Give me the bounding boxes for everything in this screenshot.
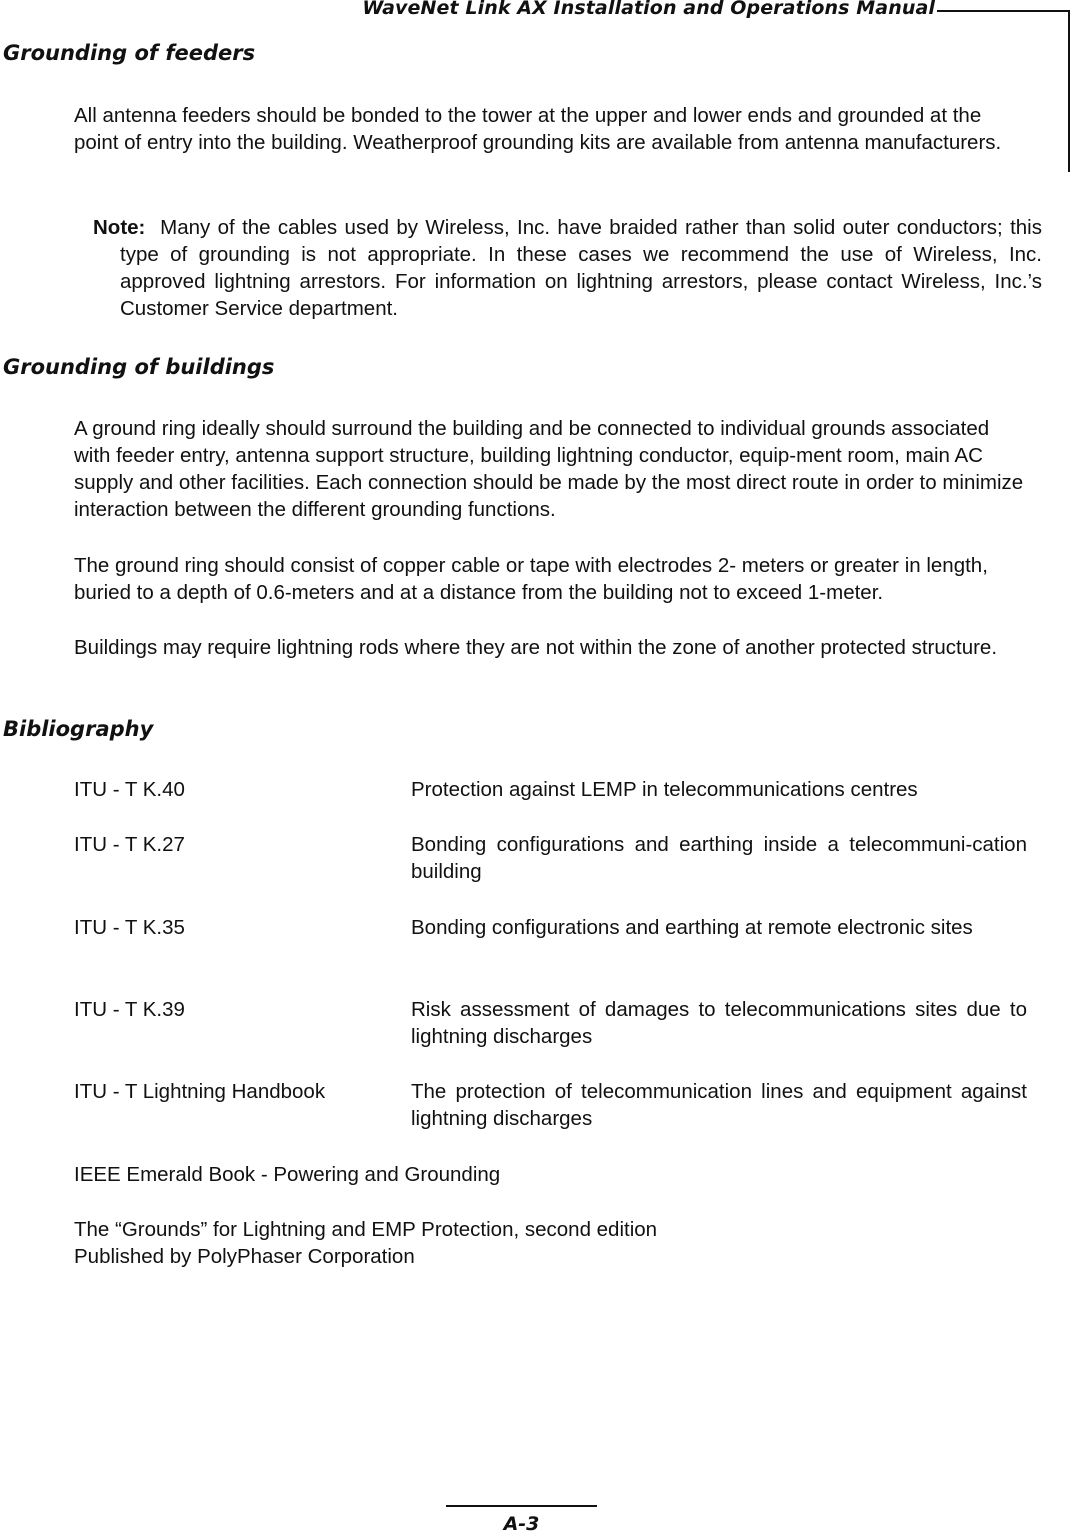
heading-grounding-of-feeders: Grounding of feeders [3,41,256,65]
bibliography-title: Bonding configurations and earthing at remote electronic sites [411,916,973,939]
bibliography-publisher: Published by PolyPhaser Corporation [74,1245,415,1268]
header-rule [937,10,1070,12]
footer-rule [446,1505,597,1507]
bibliography-code: ITU - T K.35 [74,916,185,939]
buildings-paragraph-1: A ground ring ideally should surround the building and be connected to individual grounds associated with feeder entry, antenna support structure, building lightning conductor, equip-ment room, main AC supply and other facilities. Each connection should be made by the most direct route in order to minimize interaction between the different grounding functions. [74,417,1024,521]
feeders-paragraph: All antenna feeders should be bonded to the tower at the upper and lower ends and grounded at the point of entry into the building. Weatherproof grounding kits are available from antenna manufacturers. [74,104,1002,154]
heading-bibliography: Bibliography [3,717,154,741]
bibliography-code: ITU - T K.39 [74,998,185,1021]
bibliography-code: ITU - T K.27 [74,833,185,856]
note-label: Note: [93,216,146,239]
heading-grounding-of-buildings: Grounding of buildings [3,355,275,379]
bibliography-ieee-emerald-book: IEEE Emerald Book - Powering and Grounding [74,1163,501,1186]
buildings-paragraph-2: The ground ring should consist of copper cable or tape with electrodes 2- meters or greater in length, buried to a depth of 0.6-meters and at a distance from the building not to exceed 1-meter. [74,554,988,604]
header-vertical-rule [1068,10,1070,172]
note-text: Many of the cables used by Wireless, Inc. have braided rather than solid outer conductors; this type of grounding is not appropriate. In these cases we recommend the use of Wireless, Inc. approved lightning arrestors. For information on lightning arrestors, please contact Wireless, Inc.’s Customer Service department. [120,216,1042,320]
bibliography-code: ITU - T Lightning Handbook [74,1080,326,1103]
page-number: A-3 [503,1513,540,1535]
bibliography-title: The protection of telecommunication lines and equipment against lightning discharges [411,1080,1027,1130]
feeders-note [93,214,1042,322]
running-header: WaveNet Link AX Installation and Operations Manual [362,0,935,19]
bibliography-title: Protection against LEMP in telecommunications centres [411,778,918,801]
bibliography-grounds-book: The “Grounds” for Lightning and EMP Protection, second edition [74,1218,658,1241]
bibliography-title: Bonding configurations and earthing inside a telecommuni-cation building [411,833,1027,883]
bibliography-code: ITU - T K.40 [74,778,185,801]
buildings-paragraph-3: Buildings may require lightning rods where they are not within the zone of another protected structure. [74,636,998,659]
bibliography-title: Risk assessment of damages to telecommunications sites due to lightning discharges [411,998,1027,1048]
